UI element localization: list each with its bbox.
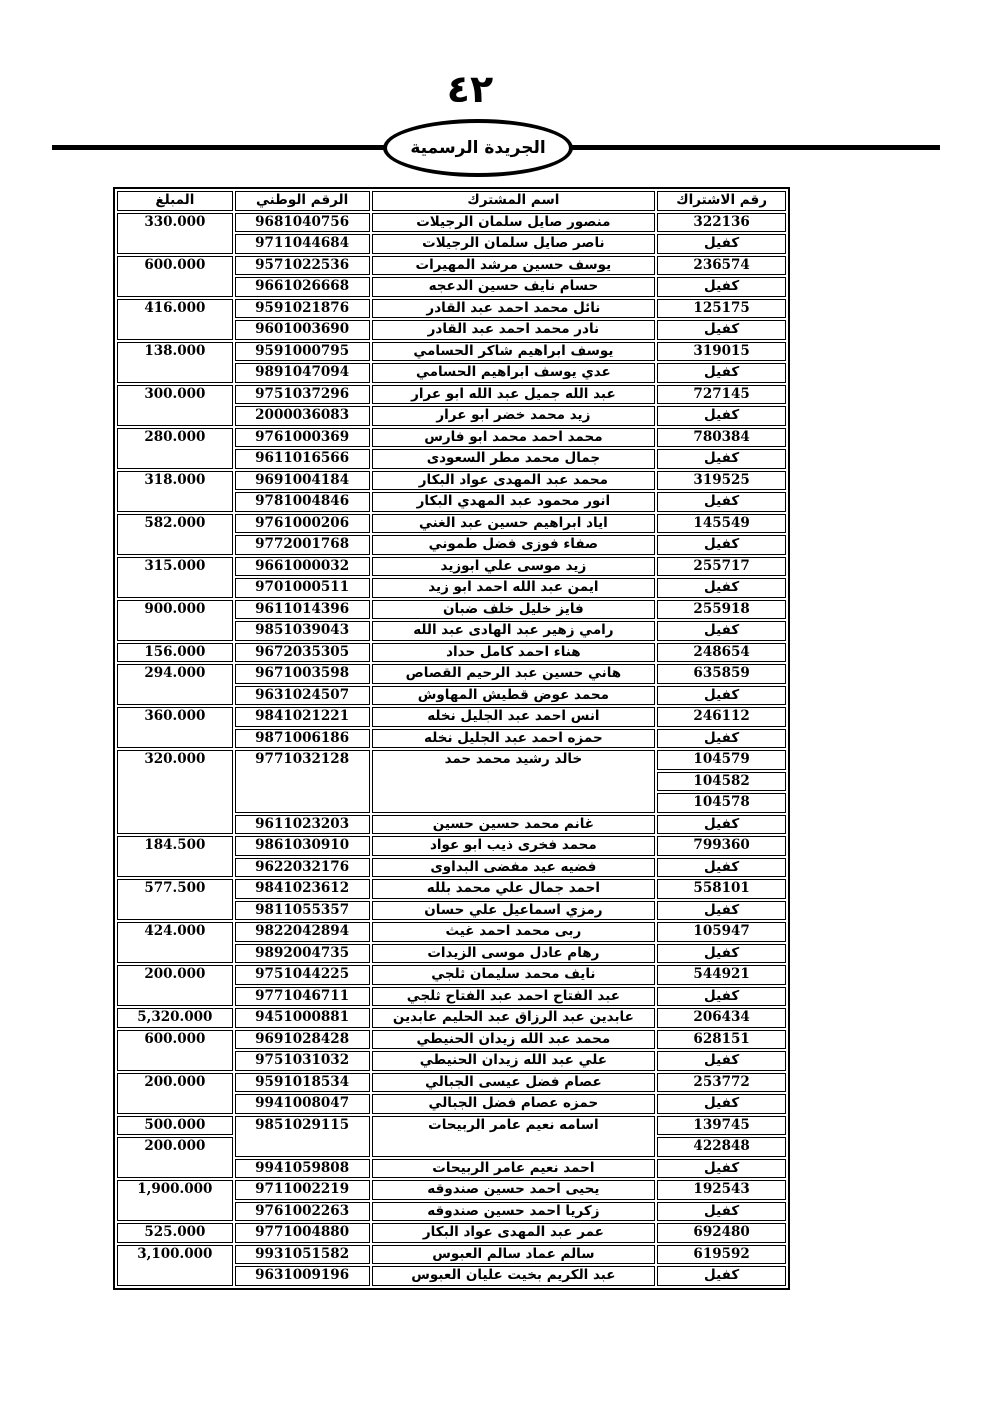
table-cell: 424.000 (117, 922, 233, 963)
table-cell: محمد عبد المهدى عواد البكار (372, 471, 656, 491)
table-cell: 9611023203 (235, 815, 370, 835)
table-cell: 236574 (657, 256, 786, 276)
table-cell: نايف محمد سليمان ثلجي (372, 965, 656, 985)
table-cell: 9622032176 (235, 858, 370, 878)
table-cell: 9611016566 (235, 449, 370, 469)
table-row (117, 1008, 786, 1028)
table-cell: 9761000206 (235, 514, 370, 534)
table-cell: كفيل (657, 578, 786, 598)
table-cell: محمد عبد الله زيدان الحنيطي (372, 1030, 656, 1050)
subscribers-table (113, 187, 790, 1290)
gazette-banner-title: الجريدة الرسمية (410, 138, 546, 158)
table-row (117, 299, 786, 319)
table-cell: 294.000 (117, 664, 233, 705)
table-row (117, 1030, 786, 1050)
table-cell: 1,900.000 (117, 1180, 233, 1221)
column-header-subscription-id: رقم الاشتراك (657, 191, 786, 211)
table-cell: 416.000 (117, 299, 233, 340)
table-cell: 799360 (657, 836, 786, 856)
table-row (117, 707, 786, 727)
table-cell: 104578 (657, 793, 786, 813)
table-row (117, 643, 786, 663)
table-cell: 319525 (657, 471, 786, 491)
table-cell: 104579 (657, 750, 786, 770)
table-cell: 9841021221 (235, 707, 370, 727)
table-cell: كفيل (657, 449, 786, 469)
table-cell: زكريا احمد حسين صندوقه (372, 1202, 656, 1222)
table-cell: 635859 (657, 664, 786, 684)
table-cell: احمد نعيم عامر الربيحات (372, 1159, 656, 1179)
table-cell: نائل محمد احمد عبد القادر (372, 299, 656, 319)
table-row (117, 557, 786, 577)
table-cell: حسام نايف حسين الدعجه (372, 277, 656, 297)
table-cell: رامي زهير عبد الهادى عبد الله (372, 621, 656, 641)
table-row (117, 256, 786, 276)
table-cell: 248654 (657, 643, 786, 663)
table-cell: 9751037296 (235, 385, 370, 405)
column-header-amount: المبلغ (117, 191, 233, 211)
subscribers-table-wrap (113, 187, 790, 1290)
table-cell: 9771032128 (235, 750, 370, 813)
table-cell: كفيل (657, 1159, 786, 1179)
table-cell: 9631024507 (235, 686, 370, 706)
table-cell: يوسف ابراهيم شاكر الحسامي (372, 342, 656, 362)
table-cell: زيد محمد خضر ابو عرار (372, 406, 656, 426)
table-cell: 9691028428 (235, 1030, 370, 1050)
table-cell: 558101 (657, 879, 786, 899)
table-cell: حمزه احمد عبد الجليل نخله (372, 729, 656, 749)
column-header-subscriber-name: اسم المشترك (372, 191, 656, 211)
table-cell: 9781004846 (235, 492, 370, 512)
table-cell: فضيه عيد مفضى البداوى (372, 858, 656, 878)
table-cell: هناء احمد كامل حداد (372, 643, 656, 663)
table-cell: 9892004735 (235, 944, 370, 964)
table-row (117, 1223, 786, 1243)
table-cell: كفيل (657, 729, 786, 749)
table-cell: عبد الفتاح احمد عبد الفتاح ثلجي (372, 987, 656, 1007)
table-cell: 9771046711 (235, 987, 370, 1007)
table-row (117, 514, 786, 534)
table-row (117, 1116, 786, 1136)
table-cell: 9691004184 (235, 471, 370, 491)
table-cell: رهام عادل موسى الزيدات (372, 944, 656, 964)
table-cell: 9851029115 (235, 1116, 370, 1157)
table-cell: 9591018534 (235, 1073, 370, 1093)
table-cell: احمد جمال علي محمد بلله (372, 879, 656, 899)
table-cell: صفاء فوزى فضل طموني (372, 535, 656, 555)
table-cell: عدي يوسف ابراهيم الحسامي (372, 363, 656, 383)
table-cell: 900.000 (117, 600, 233, 641)
table-cell: هاني حسين عبد الرحيم القصاص (372, 664, 656, 684)
table-cell: كفيل (657, 858, 786, 878)
table-cell: 577.500 (117, 879, 233, 920)
table-cell: كفيل (657, 1266, 786, 1286)
table-cell: عابدين عبد الرزاق عبد الحليم عابدين (372, 1008, 656, 1028)
table-cell: حمزه عصام فضل الجبالي (372, 1094, 656, 1114)
table-row (117, 750, 786, 770)
table-cell: كفيل (657, 944, 786, 964)
table-cell: 330.000 (117, 213, 233, 254)
table-row (117, 879, 786, 899)
table-row (117, 1245, 786, 1265)
table-cell: 9931051582 (235, 1245, 370, 1265)
table-header-row (117, 191, 786, 211)
table-cell: ايمن عبد الله احمد ابو زيد (372, 578, 656, 598)
table-cell: 600.000 (117, 1030, 233, 1071)
table-cell: اياد ابراهيم حسين عبد الغني (372, 514, 656, 534)
table-cell: 9941008047 (235, 1094, 370, 1114)
table-cell: يحيى احمد حسين صندوقه (372, 1180, 656, 1200)
table-cell: محمد فخرى ذيب ابو عواد (372, 836, 656, 856)
table-cell: فايز خليل خلف ضبان (372, 600, 656, 620)
table-cell: 2000036083 (235, 406, 370, 426)
table-cell: 139745 (657, 1116, 786, 1136)
table-cell: كفيل (657, 277, 786, 297)
table-cell: 318.000 (117, 471, 233, 512)
table-cell: 9811055357 (235, 901, 370, 921)
table-cell: 9771004880 (235, 1223, 370, 1243)
column-header-national-number: الرقم الوطني (235, 191, 370, 211)
table-cell: 9672035305 (235, 643, 370, 663)
table-cell: 255918 (657, 600, 786, 620)
table-cell: 9841023612 (235, 879, 370, 899)
table-cell: كفيل (657, 535, 786, 555)
table-cell: 619592 (657, 1245, 786, 1265)
table-row (117, 836, 786, 856)
table-cell: 320.000 (117, 750, 233, 834)
table-cell: 200.000 (117, 965, 233, 1006)
table-cell: عبد الله جميل عبد الله ابو عرار (372, 385, 656, 405)
table-cell: 319015 (657, 342, 786, 362)
table-cell: 200.000 (117, 1073, 233, 1114)
table-row (117, 385, 786, 405)
table-cell: كفيل (657, 686, 786, 706)
table-cell: 9711002219 (235, 1180, 370, 1200)
table-cell: 9711044684 (235, 234, 370, 254)
table-cell: 206434 (657, 1008, 786, 1028)
table-cell: كفيل (657, 901, 786, 921)
table-cell: 628151 (657, 1030, 786, 1050)
table-cell: رمزي اسماعيل علي حسان (372, 901, 656, 921)
table-cell: اسامه نعيم عامر الربيحات (372, 1116, 656, 1157)
table-row (117, 922, 786, 942)
table-cell: 9851039043 (235, 621, 370, 641)
table-cell: 255717 (657, 557, 786, 577)
table-cell: 138.000 (117, 342, 233, 383)
table-cell: 3,100.000 (117, 1245, 233, 1286)
table-cell: كفيل (657, 815, 786, 835)
table-cell: 9631009196 (235, 1266, 370, 1286)
table-cell: عبد الكريم بخيت عليان العبوس (372, 1266, 656, 1286)
table-cell: 9891047094 (235, 363, 370, 383)
table-row (117, 664, 786, 684)
table-cell: 300.000 (117, 385, 233, 426)
table-cell: انور محمود عبد المهدي البكار (372, 492, 656, 512)
table-cell: 600.000 (117, 256, 233, 297)
table-cell: كفيل (657, 621, 786, 641)
table-cell: كفيل (657, 1051, 786, 1071)
table-cell: 9681040756 (235, 213, 370, 233)
table-cell: نادر محمد احمد عبد القادر (372, 320, 656, 340)
table-cell: علي عبد الله زيدان الحنيطي (372, 1051, 656, 1071)
table-cell: انس احمد عبد الجليل نخله (372, 707, 656, 727)
table-row (117, 471, 786, 491)
table-cell: 9761000369 (235, 428, 370, 448)
table-cell: 9591000795 (235, 342, 370, 362)
table-cell: 692480 (657, 1223, 786, 1243)
table-cell: 9772001768 (235, 535, 370, 555)
table-cell: كفيل (657, 320, 786, 340)
table-cell: محمد احمد محمد ابو فارس (372, 428, 656, 448)
table-row (117, 1073, 786, 1093)
table-cell: 9871006186 (235, 729, 370, 749)
table-cell: 9861030910 (235, 836, 370, 856)
table-cell: 9661000032 (235, 557, 370, 577)
table-cell: 544921 (657, 965, 786, 985)
table-row (117, 428, 786, 448)
table-row (117, 342, 786, 362)
table-cell: كفيل (657, 492, 786, 512)
table-cell: 104582 (657, 772, 786, 792)
gazette-banner-ellipse (383, 119, 573, 177)
table-cell: 9761002263 (235, 1202, 370, 1222)
subscribers-tbody (117, 213, 786, 1286)
table-cell: 192543 (657, 1180, 786, 1200)
table-cell: 156.000 (117, 643, 233, 663)
table-cell: 200.000 (117, 1137, 233, 1178)
table-cell: 9701000511 (235, 578, 370, 598)
table-cell: كفيل (657, 1094, 786, 1114)
table-cell: 315.000 (117, 557, 233, 598)
table-cell: جمال محمد مطر السعودى (372, 449, 656, 469)
table-cell: 253772 (657, 1073, 786, 1093)
table-cell: سالم عماد سالم العبوس (372, 1245, 656, 1265)
table-cell: 780384 (657, 428, 786, 448)
table-cell: ناصر صايل سلمان الرجيلات (372, 234, 656, 254)
table-cell: عمر عبد المهدى عواد البكار (372, 1223, 656, 1243)
page-number: ٤٢ (446, 66, 494, 111)
table-cell: 5,320.000 (117, 1008, 233, 1028)
table-cell: 9661026668 (235, 277, 370, 297)
table-cell: 422848 (657, 1137, 786, 1157)
table-cell: 9941059808 (235, 1159, 370, 1179)
table-cell: 9751044225 (235, 965, 370, 985)
table-cell: 184.500 (117, 836, 233, 877)
table-cell: خالد رشيد محمد حمد (372, 750, 656, 813)
table-row (117, 965, 786, 985)
table-cell: 145549 (657, 514, 786, 534)
table-cell: زيد موسى علي ابوزيد (372, 557, 656, 577)
table-cell: 125175 (657, 299, 786, 319)
table-cell: غانم محمد حسين حسين (372, 815, 656, 835)
table-cell: كفيل (657, 234, 786, 254)
table-cell: كفيل (657, 1202, 786, 1222)
table-cell: 9591021876 (235, 299, 370, 319)
table-cell: 9671003598 (235, 664, 370, 684)
table-cell: 9751031032 (235, 1051, 370, 1071)
table-cell: 9611014396 (235, 600, 370, 620)
table-row (117, 1180, 786, 1200)
table-cell: 246112 (657, 707, 786, 727)
table-cell: 9571022536 (235, 256, 370, 276)
table-cell: 582.000 (117, 514, 233, 555)
table-cell: 727145 (657, 385, 786, 405)
table-cell: 322136 (657, 213, 786, 233)
table-cell: يوسف حسين مرشد المهيرات (372, 256, 656, 276)
table-cell: 9601003690 (235, 320, 370, 340)
table-cell: 360.000 (117, 707, 233, 748)
table-cell: كفيل (657, 406, 786, 426)
table-cell: 500.000 (117, 1116, 233, 1136)
table-row (117, 600, 786, 620)
table-cell: منصور صايل سلمان الرجيلات (372, 213, 656, 233)
table-row (117, 213, 786, 233)
table-cell: كفيل (657, 987, 786, 1007)
table-cell: كفيل (657, 363, 786, 383)
table-cell: 9822042894 (235, 922, 370, 942)
table-cell: 280.000 (117, 428, 233, 469)
table-cell: ربى محمد احمد غيث (372, 922, 656, 942)
table-cell: عصام فضل عيسى الجبالي (372, 1073, 656, 1093)
table-cell: محمد عوض قطيش المهاوش (372, 686, 656, 706)
table-cell: 525.000 (117, 1223, 233, 1243)
table-cell: 105947 (657, 922, 786, 942)
table-cell: 9451000881 (235, 1008, 370, 1028)
